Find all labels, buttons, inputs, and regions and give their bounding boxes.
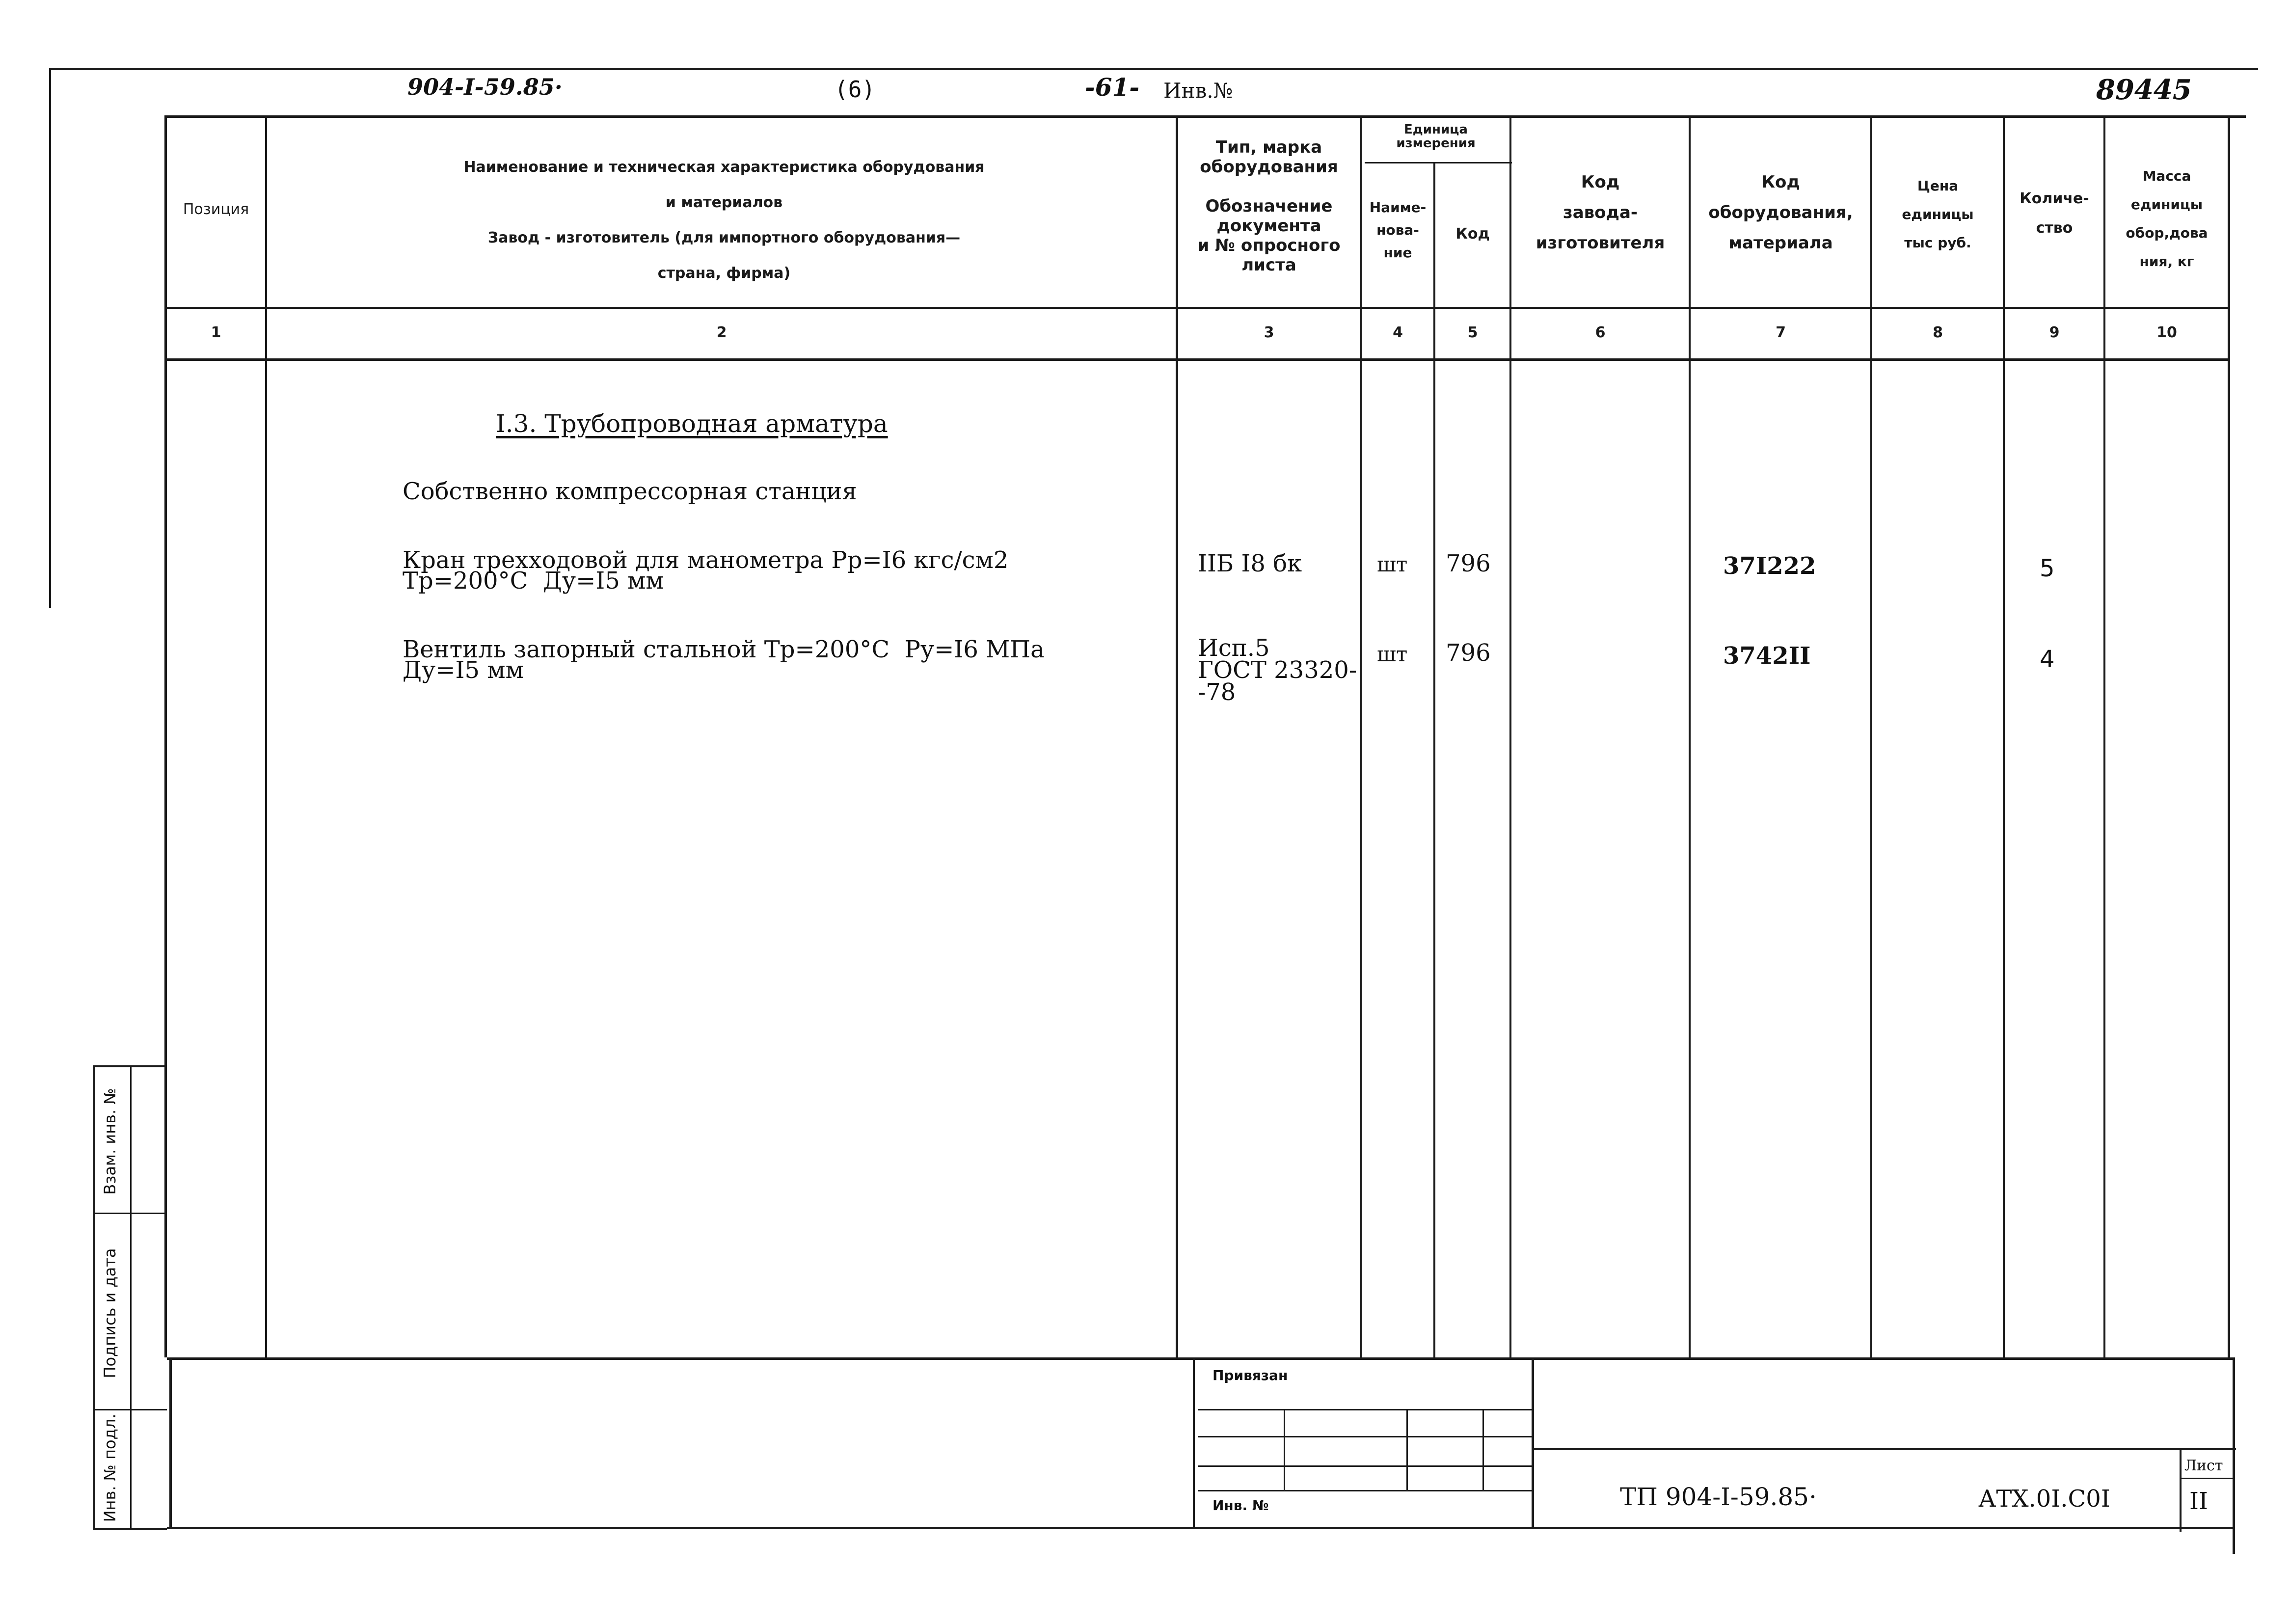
row1-unit-code: 796	[1446, 550, 1491, 577]
bind-box-col1	[1284, 1409, 1285, 1490]
inv-stamp: 89445	[2096, 74, 2192, 106]
bind-box-col3	[1482, 1409, 1484, 1490]
side-strip-middle	[130, 1065, 132, 1529]
col-number-5: 5	[1467, 324, 1478, 341]
col-header-factory-code: Код завода- изготовителя	[1536, 172, 1665, 253]
col-header-price: Цена единицы тыс руб.	[1902, 178, 1974, 251]
col-number-9: 9	[2049, 324, 2060, 341]
col-header-name: Наименование и техническая характеристика оборудования и материалов Завод - изготовитель (для импортного оборудования— страна, фирма)	[463, 159, 985, 282]
row2-unit-code: 796	[1446, 639, 1491, 667]
col-number-4: 4	[1393, 324, 1403, 341]
stamp-bottom-line	[167, 1527, 2234, 1529]
row2-name-line1: Вентиль запорный стальной Тр=200°С Ру=I6 МПа	[403, 636, 1045, 663]
side-label-signature-date: Подпись и дата	[101, 1248, 119, 1379]
row2-name-line2: Ду=I5 мм	[403, 656, 524, 684]
row1-name-line1: Кран трехходовой для манометра Рр=I6 кгс/см2	[403, 546, 1009, 574]
col-header-equipment-code: Код оборудования, материала	[1708, 172, 1853, 253]
col-line-1	[265, 115, 267, 1357]
sheet-box-left	[2180, 1448, 2182, 1532]
col-line-2	[1176, 115, 1178, 1357]
doc-code: ТП 904-I-59.85·	[1620, 1483, 1817, 1511]
row2-equipment-code: 3742II	[1723, 642, 1811, 670]
doc-code-top-line	[1532, 1448, 2236, 1450]
col-number-2: 2	[716, 324, 727, 341]
bind-box-row2	[1198, 1436, 1532, 1437]
col-line-7	[1870, 115, 1872, 1357]
col-header-type: Тип, марка оборудования Обозначение документа и № опросного листа	[1197, 137, 1341, 275]
col-number-8: 8	[1933, 324, 1943, 341]
row1-equipment-code: 37I222	[1723, 552, 1816, 580]
col-header-unit-name: Наиме- нова- ние	[1369, 199, 1427, 261]
row1-unit: шт	[1377, 552, 1408, 576]
sheet-mark: -61-	[1085, 73, 1140, 102]
bind-box-row1	[1198, 1409, 1532, 1410]
col-header-quantity: Количе- ство	[2020, 190, 2089, 237]
table-left-border	[164, 115, 167, 1357]
bind-box-right	[1532, 1357, 1534, 1529]
table-top-border	[164, 115, 2246, 118]
col-line-3	[1360, 115, 1362, 1357]
table-right-border	[2228, 115, 2230, 1357]
col-number-1: 1	[211, 324, 221, 341]
row2-type-line2: ГОСТ 23320-	[1198, 656, 1357, 684]
row2-type-line1: Исп.5	[1198, 634, 1270, 662]
side-label-inv-original: Инв. № подл.	[101, 1413, 119, 1522]
col-number-7: 7	[1776, 324, 1786, 341]
row2-unit: шт	[1377, 642, 1408, 666]
row1-quantity: 5	[2040, 555, 2055, 582]
number-row-bottom-line	[164, 358, 2229, 361]
col-header-mass: Масса единицы обор,дова ния, кг	[2126, 168, 2208, 270]
col-line-4	[1433, 162, 1435, 1357]
section-subheading: Собственно компрессорная станция	[403, 478, 857, 505]
bind-box-row3	[1198, 1465, 1532, 1467]
col-line-8	[2003, 115, 2005, 1357]
project-code: 904-I-59.85·	[407, 74, 563, 100]
row1-type: IIБ I8 бк	[1198, 550, 1302, 577]
row1-name-line2: Тр=200°С Ду=I5 мм	[403, 567, 664, 595]
stamp-top-line	[167, 1357, 2234, 1360]
sheet-label: Лист	[2184, 1457, 2223, 1474]
col-header-position: Позиция	[183, 201, 249, 218]
col-header-unit-code: Код	[1455, 225, 1490, 243]
page-number: (6)	[835, 76, 876, 103]
col-line-6	[1689, 115, 1691, 1357]
row2-type-line3: -78	[1198, 678, 1236, 706]
inv-label: Инв.№	[1163, 79, 1233, 103]
doc-mark: АТХ.0I.С0I	[1978, 1485, 2110, 1513]
col-header-unit-group: Единица измерения	[1396, 122, 1476, 151]
col-number-10: 10	[2156, 324, 2177, 341]
top-border	[49, 68, 2258, 70]
stamp-right-line	[2233, 1357, 2235, 1554]
bind-box-col2	[1406, 1409, 1408, 1490]
sheet-box-divider	[2180, 1478, 2235, 1479]
col-number-6: 6	[1595, 324, 1606, 341]
side-strip-left	[93, 1065, 95, 1529]
stamp-left-line	[169, 1357, 172, 1529]
unit-group-line	[1365, 162, 1512, 163]
header-bottom-line	[164, 307, 2229, 309]
bind-box-left	[1193, 1357, 1195, 1529]
row2-quantity: 4	[2040, 646, 2055, 673]
sheet-number: II	[2189, 1488, 2208, 1515]
col-line-5	[1509, 115, 1511, 1357]
left-margin-line	[49, 68, 51, 608]
side-label-replaced-inv: Взам. инв. №	[101, 1088, 119, 1195]
section-heading: I.3. Трубопроводная арматура	[496, 409, 888, 438]
bound-label: Привязан	[1212, 1367, 1288, 1383]
inv-no-label: Инв. №	[1212, 1497, 1269, 1514]
col-line-9	[2103, 115, 2105, 1357]
bind-box-row4	[1198, 1490, 1532, 1491]
col-number-3: 3	[1264, 324, 1274, 341]
